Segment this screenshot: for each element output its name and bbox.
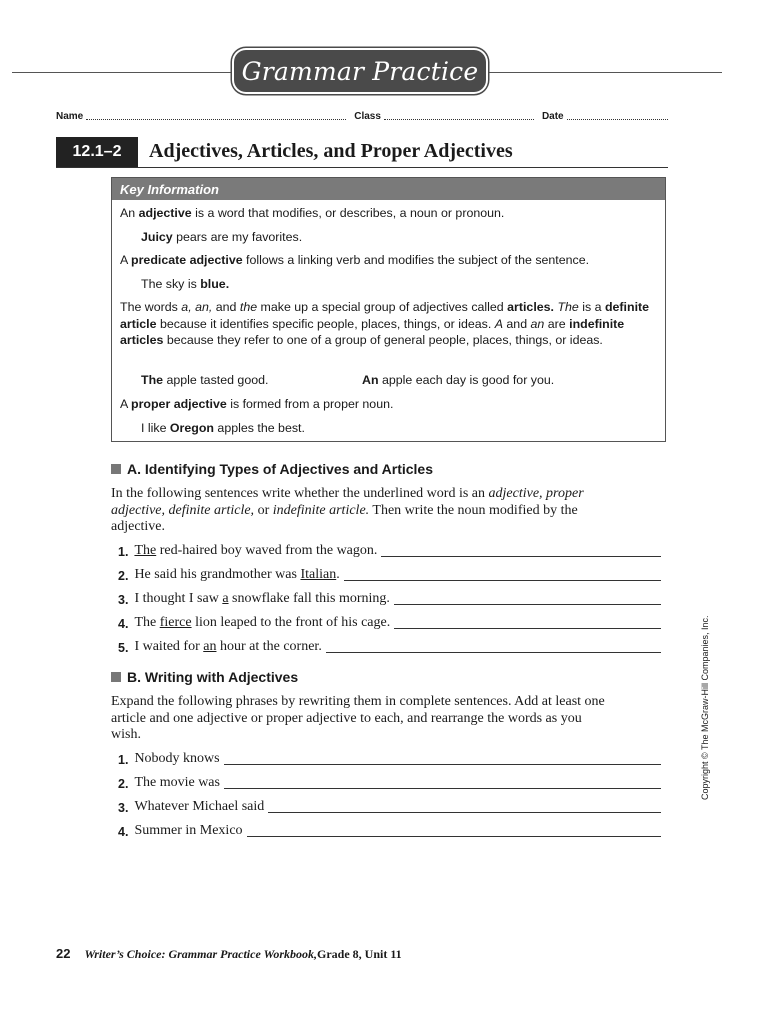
part-b-heading-text: B. Writing with Adjectives	[127, 669, 299, 685]
copyright-notice: Copyright © The McGraw-Hill Companies, Inc.	[700, 615, 710, 800]
class-label: Class	[354, 111, 381, 122]
proper-adjective-example: I like Oregon apples the best.	[141, 421, 305, 435]
part-a-item: 1. The red-haired boy waved from the wagon.	[118, 541, 661, 559]
part-b-heading	[111, 669, 298, 685]
proper-adjective-definition: A proper adjective is formed from a proper noun.	[120, 397, 394, 411]
footer-title: Writer’s Choice: Grammar Practice Workbook,	[84, 947, 318, 961]
name-label: Name	[56, 111, 84, 122]
part-b-item: 1. Nobody knows	[118, 749, 661, 767]
answer-line[interactable]	[268, 812, 661, 813]
square-bullet-icon	[111, 464, 121, 474]
answer-line[interactable]	[394, 628, 661, 629]
adjective-example: Juicy pears are my favorites.	[141, 230, 303, 244]
header-rule-right	[488, 72, 722, 73]
section-number: 12.1–2	[56, 137, 138, 167]
part-a-item: 2. He said his grandmother was Italian.	[118, 565, 661, 583]
adjective-definition: An adjective is a word that modifies, or describes, a noun or pronoun.	[120, 206, 505, 220]
definite-article-example: The apple tasted good.	[141, 373, 269, 387]
page-footer	[56, 946, 402, 962]
part-a-instructions: In the following sentences write whether the underlined word is an adjective, proper adjective, definite article, or indefinite article. Then write the noun modified by the adjective.	[111, 486, 584, 534]
part-b-instructions: Expand the following phrases by rewriting them in complete sentences. Add at least one article and one adjective or proper adjective to each, and rearrange the words as you wish.	[111, 694, 605, 742]
predicate-adjective-definition: A predicate adjective follows a linking verb and modifies the subject of the sentence.	[120, 253, 590, 267]
answer-line[interactable]	[381, 556, 661, 557]
date-label: Date	[541, 111, 564, 122]
part-a-heading-text: A. Identifying Types of Adjectives and Articles	[127, 461, 433, 477]
indefinite-article-example: An apple each day is good for you.	[362, 373, 555, 387]
answer-line[interactable]	[344, 580, 661, 581]
answer-line[interactable]	[224, 764, 661, 765]
part-a-heading	[111, 461, 433, 477]
name-field[interactable]	[86, 119, 346, 120]
part-a-item: 4. The fierce lion leaped to the front of his cage.	[118, 613, 661, 631]
articles-paragraph: The words a, an, and the make up a special group of adjectives called articles. The is a definite article because it identifies specific people, places, things, or ideas. A and an are indefinite articles because they refer to one of a group of general people, places, things, or ideas.	[120, 300, 650, 347]
page-number: 22	[56, 946, 71, 961]
part-b-item: 3. Whatever Michael said	[118, 797, 661, 815]
answer-line[interactable]	[326, 652, 661, 653]
answer-line[interactable]	[224, 788, 661, 789]
answer-line[interactable]	[394, 604, 661, 605]
predicate-adjective-example: The sky is blue.	[141, 277, 230, 291]
part-b-item: 2. The movie was	[118, 773, 661, 791]
section-title: Adjectives, Articles, and Proper Adjectives	[149, 140, 513, 162]
key-information-box	[111, 177, 666, 442]
part-a-item: 3. I thought I saw a snowflake fall this morning.	[118, 589, 661, 607]
name-class-date-line	[56, 108, 668, 122]
section-heading	[56, 137, 668, 168]
part-a-item: 5. I waited for an hour at the corner.	[118, 637, 661, 655]
square-bullet-icon	[111, 672, 121, 682]
part-b-item: 4. Summer in Mexico	[118, 821, 661, 839]
header-rule-left	[12, 72, 234, 73]
class-field[interactable]	[384, 119, 534, 120]
date-field[interactable]	[567, 119, 668, 120]
footer-grade-unit: Grade 8, Unit 11	[317, 947, 402, 961]
grammar-practice-banner: Grammar Practice	[234, 50, 486, 92]
answer-line[interactable]	[247, 836, 661, 837]
key-information-heading: Key Information	[112, 178, 665, 200]
